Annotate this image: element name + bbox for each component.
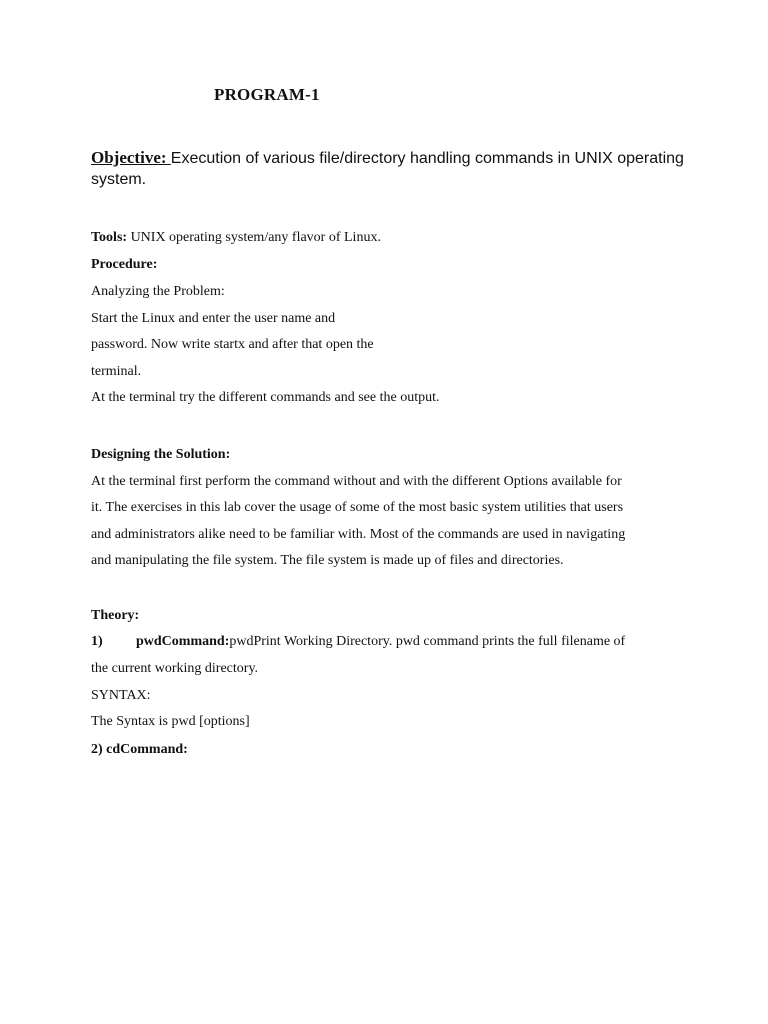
syntax-label: SYNTAX: bbox=[91, 688, 151, 703]
objective-label: Objective: bbox=[91, 148, 171, 167]
design-line: and manipulating the file system. The file system is made up of files and directories. bbox=[91, 553, 564, 568]
page-title: PROGRAM-1 bbox=[214, 85, 320, 104]
pwd-command-label: pwdCommand: bbox=[136, 634, 230, 649]
pwd-description: pwdPrint Working Directory. pwd command prints the full filename of bbox=[229, 634, 626, 649]
tools-line bbox=[91, 230, 381, 246]
procedure-line: terminal. bbox=[91, 364, 142, 379]
objective-paragraph bbox=[91, 147, 711, 190]
procedure-line: At the terminal try the different commands and see the output. bbox=[91, 390, 440, 405]
theory-heading: Theory: bbox=[91, 608, 140, 623]
design-line: and administrators alike need to be familiar with. Most of the commands are used in navigating bbox=[91, 527, 626, 542]
design-heading: Designing the Solution: bbox=[91, 447, 231, 462]
theory-item-pwd bbox=[91, 634, 625, 650]
procedure-line: password. Now write startx and after that open the bbox=[91, 337, 374, 352]
cd-command-heading: 2) cdCommand: bbox=[91, 742, 188, 757]
procedure-line: Analyzing the Problem: bbox=[91, 284, 225, 299]
design-line: At the terminal first perform the command without and with the different Options available for bbox=[91, 474, 622, 489]
procedure-line: Start the Linux and enter the user name and bbox=[91, 311, 336, 326]
procedure-heading: Procedure: bbox=[91, 257, 158, 272]
item-number: 1) bbox=[91, 634, 103, 649]
design-line: it. The exercises in this lab cover the usage of some of the most basic system utilities that users bbox=[91, 500, 624, 515]
pwd-description-continuation: the current working directory. bbox=[91, 661, 259, 676]
syntax-text: The Syntax is pwd [options] bbox=[91, 714, 250, 729]
objective-text: Execution of various file/directory handling commands in UNIX operating system. bbox=[91, 150, 684, 188]
tools-text: UNIX operating system/any flavor of Linux. bbox=[127, 230, 381, 245]
tools-label: Tools: bbox=[91, 230, 128, 245]
